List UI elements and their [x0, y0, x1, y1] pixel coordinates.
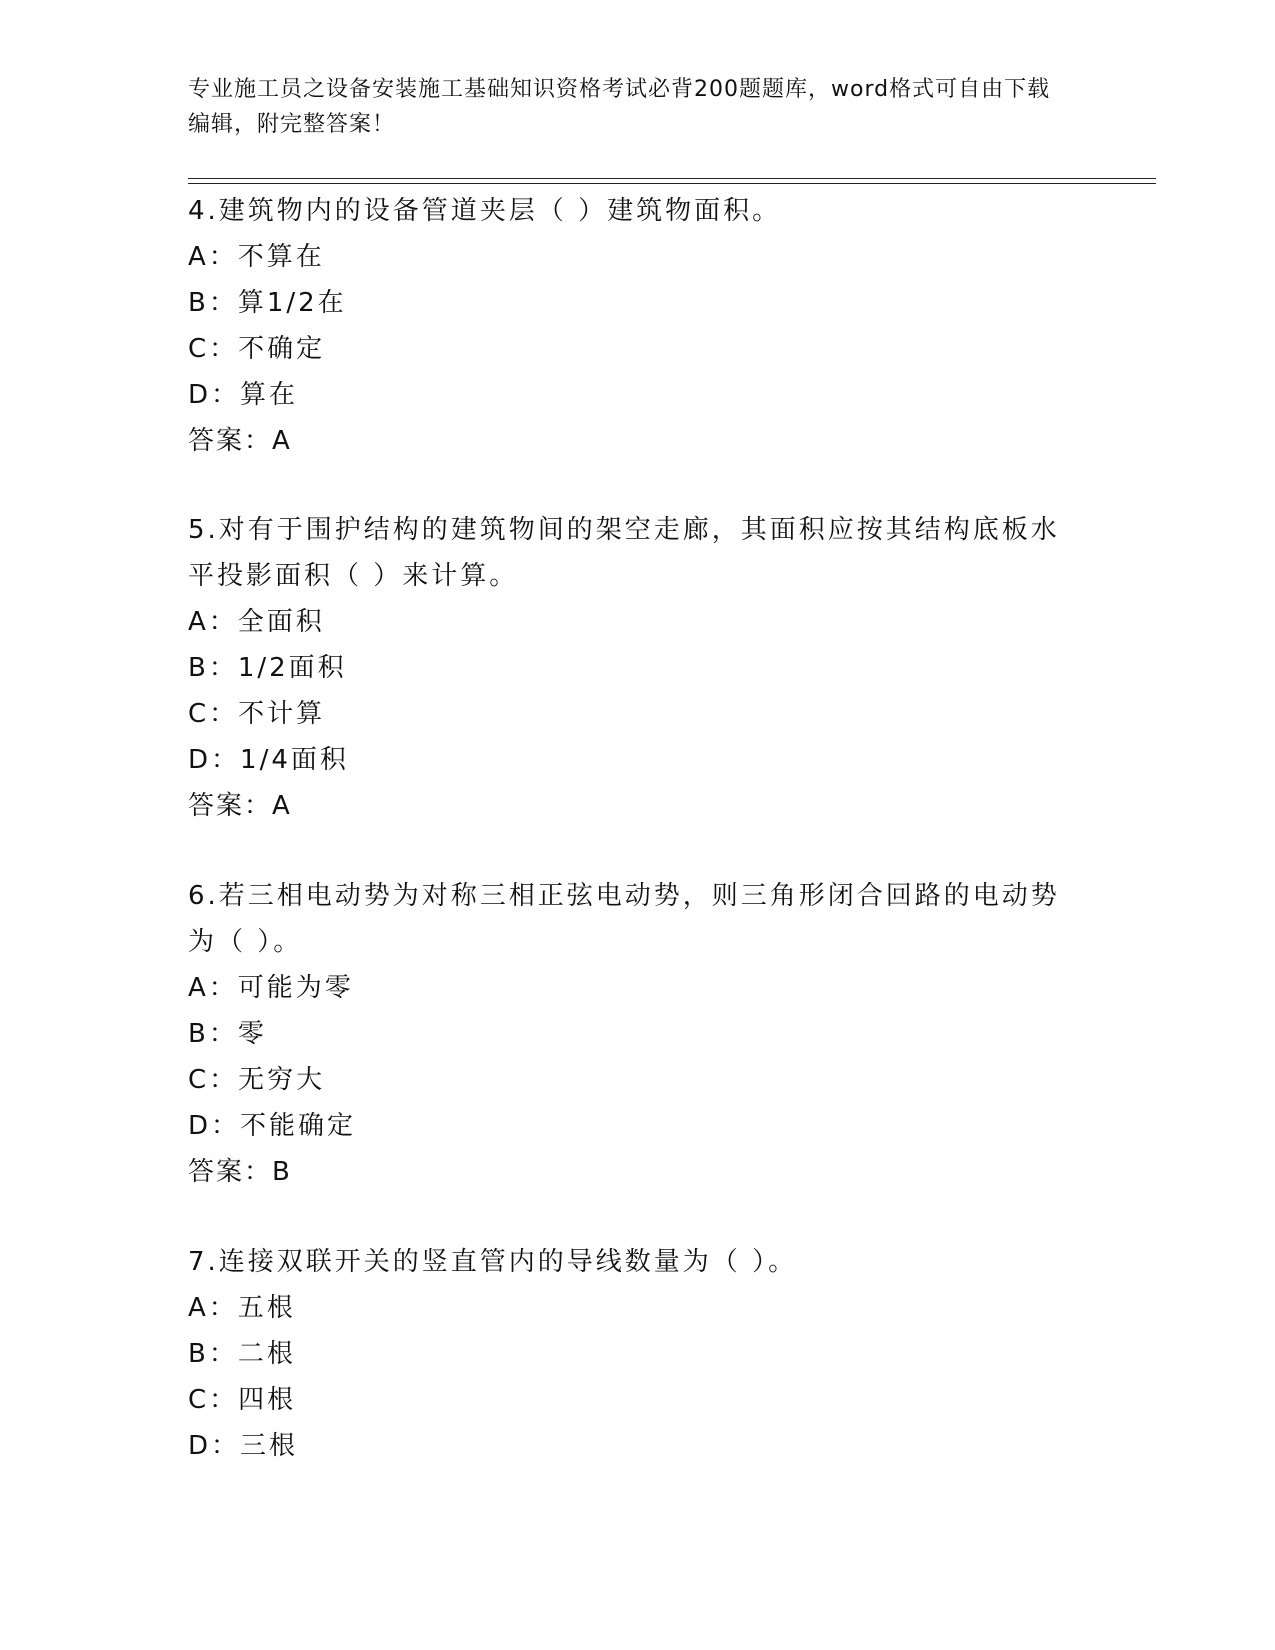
- question-stem: 6.若三相电动势为对称三相正弦电动势，则三角形闭合回路的电动势为（ ）。: [188, 881, 1060, 957]
- question-5: [188, 507, 1068, 829]
- option-c: C：不确定: [188, 334, 326, 364]
- answer: 答案：B: [188, 1157, 292, 1187]
- option-a: A：五根: [188, 1293, 296, 1323]
- question-stem: 4.建筑物内的设备管道夹层（ ）建筑物面积。: [188, 196, 782, 226]
- option-c: C：无穷大: [188, 1065, 326, 1095]
- option-d: D：三根: [188, 1431, 299, 1461]
- answer: 答案：A: [188, 426, 292, 456]
- option-b: B：算1/2在: [188, 288, 347, 318]
- question-stem: 5.对有于围护结构的建筑物间的架空走廊，其面积应按其结构底板水平投影面积（ ）来计算。: [188, 515, 1060, 591]
- answer: 答案：A: [188, 791, 292, 821]
- option-b: B：零: [188, 1019, 267, 1049]
- option-c: C：四根: [188, 1385, 297, 1415]
- question-stem: 7.连接双联开关的竖直管内的导线数量为（ ）。: [188, 1247, 798, 1277]
- option-a: A：不算在: [188, 242, 325, 272]
- option-a: A：全面积: [188, 607, 325, 637]
- header-divider-top: [188, 178, 1156, 179]
- question-6: [188, 873, 1068, 1195]
- option-a: A：可能为零: [188, 973, 354, 1003]
- option-d: D：1/4面积: [188, 745, 349, 775]
- option-c: C：不计算: [188, 699, 326, 729]
- question-4: [188, 188, 1068, 464]
- document-header: 专业施工员之设备安装施工基础知识资格考试必背200题题库，word格式可自由下载编辑，附完整答案！: [188, 77, 1051, 137]
- option-b: B：1/2面积: [188, 653, 347, 683]
- question-7: [188, 1239, 1068, 1469]
- option-d: D：不能确定: [188, 1111, 357, 1141]
- option-d: D：算在: [188, 380, 299, 410]
- header-divider-bottom: [188, 183, 1156, 184]
- option-b: B：二根: [188, 1339, 296, 1369]
